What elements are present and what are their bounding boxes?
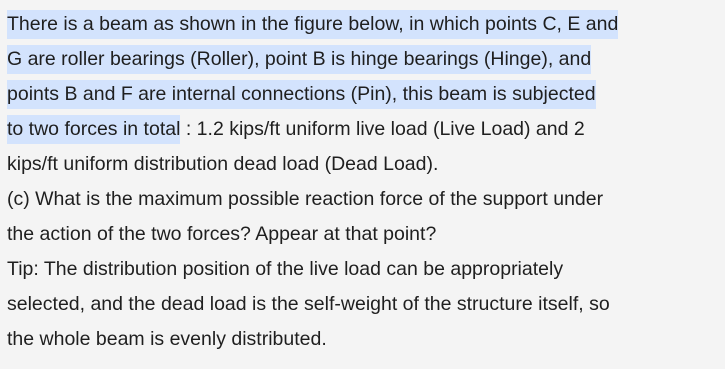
tip-line-3: the whole beam is evenly distributed. <box>7 328 327 350</box>
problem-text <box>7 7 723 357</box>
text-line-4 <box>7 112 723 147</box>
text-line-3 <box>7 77 723 112</box>
question-line-1: (c) What is the maximum possible reaction force of the support under <box>7 188 604 210</box>
highlighted-text: G are roller bearings (Roller), point B is hinge bearings (Hinge), and <box>7 45 591 74</box>
tip-line-1: Tip: The distribution position of the live load can be appropriately <box>7 258 564 280</box>
highlighted-text: There is a beam as shown in the figure below, in which points C, E and <box>7 10 618 39</box>
highlighted-text: points B and F are internal connections (Pin), this beam is subjected <box>7 80 596 109</box>
plain-text: : 1.2 kips/ft uniform live load (Live Load) and 2 <box>180 118 585 140</box>
text-line-2 <box>7 42 723 77</box>
text-line-5: kips/ft uniform distribution dead load (Dead Load). <box>7 153 439 175</box>
highlighted-text: to two forces in total <box>7 115 180 144</box>
text-line-1 <box>7 7 723 42</box>
question-line-2: the action of the two forces? Appear at that point? <box>7 223 437 245</box>
tip-line-2: selected, and the dead load is the self-weight of the structure itself, so <box>7 293 610 315</box>
